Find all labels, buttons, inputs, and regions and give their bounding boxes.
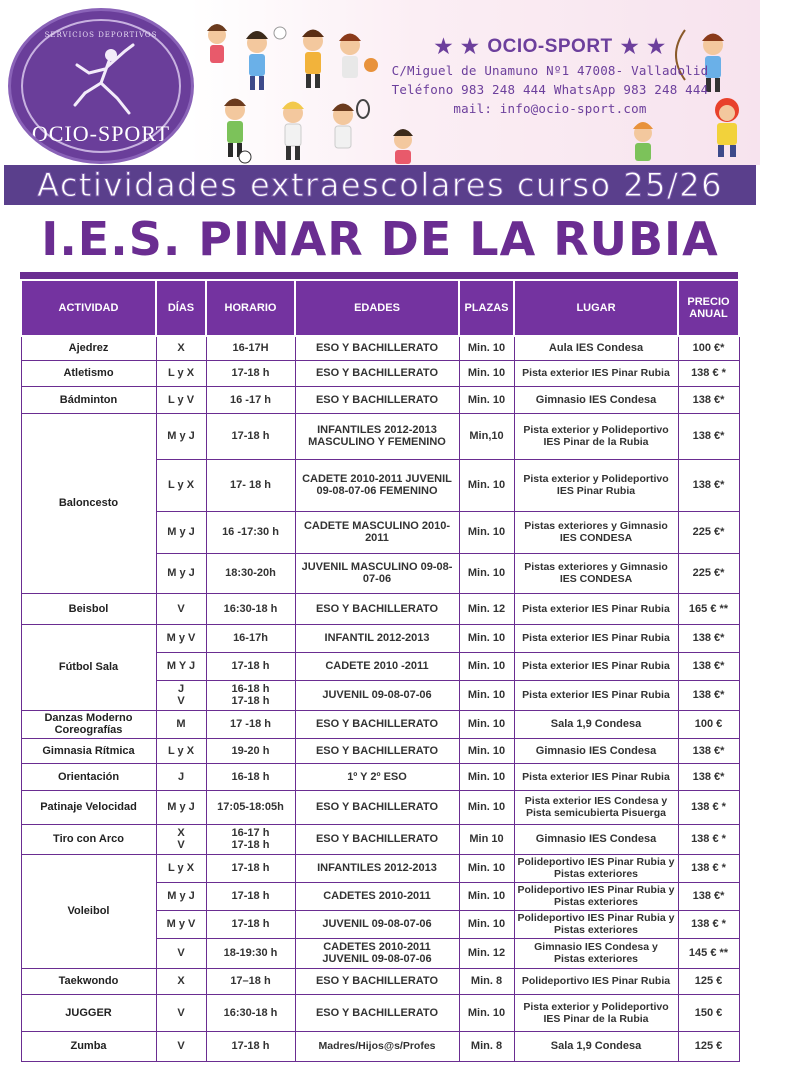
table-row [21,738,739,763]
cell-plazas: Min. 10 [459,910,514,938]
dias-text: J V [177,683,185,707]
logo-name: OCIO-SPORT [31,121,171,146]
brand-name: OCIO-SPORT [487,35,613,57]
cell-lugar: Polideportivo IES Pinar Rubia y Pistas exteriores [514,910,678,938]
cell-plazas: Min. 8 [459,1031,514,1061]
cell-dias: M [156,710,206,738]
cell-edades: Madres/Hijos@s/Profes [295,1031,459,1061]
brand-line [390,34,710,59]
cell-horario: 17- 18 h [206,459,295,511]
cell-horario: 17-18 h [206,1031,295,1061]
cell-horario: 18-19:30 h [206,938,295,968]
cell-lugar: Pista exterior IES Pinar Rubia [514,360,678,386]
table-row [21,593,739,624]
cell-precio: 138 € * [678,824,739,854]
banner-text: Actividades extraescolares curso 25/26 [36,166,723,204]
table-row [21,854,739,882]
cell-edades: ESO Y BACHILLERATO [295,593,459,624]
cell-horario: 16-18 h [206,763,295,790]
cell-precio: 138 €* [678,459,739,511]
cell-lugar: Pista exterior IES Pinar Rubia [514,652,678,680]
cell-plazas: Min. 10 [459,553,514,593]
cell-plazas: Min. 10 [459,511,514,553]
school-title: I.E.S. PINAR DE LA RUBIA [41,212,719,266]
ocio-sport-logo [8,8,194,164]
cell-lugar: Pista exterior IES Pinar Rubia [514,593,678,624]
cell-lugar: Sala 1,9 Condesa [514,710,678,738]
table-row [21,824,739,854]
cell-edades: ESO Y BACHILLERATO [295,386,459,413]
cell-horario: 19-20 h [206,738,295,763]
cell-dias: M y V [156,624,206,652]
cell-plazas: Min. 10 [459,763,514,790]
horario-text: 16-18 h 17-18 h [231,683,270,707]
cell-edades: CADETES 2010-2011 JUVENIL 09-08-07-06 [295,938,459,968]
cell-dias: X [156,968,206,994]
cell-lugar: Pista exterior y Polideportivo IES Pinar de la Rubia [514,994,678,1031]
star-icon: ★ [620,36,640,58]
cell-edades: INFANTILES 2012-2013 MASCULINO Y FEMENINO [295,413,459,459]
cell-actividad: Baloncesto [21,413,156,593]
cell-precio: 125 € [678,968,739,994]
table-top-bar [20,272,738,279]
phone: Teléfono 983 248 444 WhatsApp 983 248 444 [391,82,709,97]
cell-dias: M y J [156,413,206,459]
cell-precio: 145 € ** [678,938,739,968]
cell-edades: INFANTIL 2012-2013 [295,624,459,652]
cell-precio: 125 € [678,1031,739,1061]
cell-lugar: Sala 1,9 Condesa [514,1031,678,1061]
cell-dias: L y X [156,854,206,882]
table-row [21,994,739,1031]
cell-edades: ESO Y BACHILLERATO [295,360,459,386]
cell-dias: J [156,763,206,790]
cell-dias: M y J [156,553,206,593]
cell-horario: 17–18 h [206,968,295,994]
cell-edades: ESO Y BACHILLERATO [295,968,459,994]
cell-horario [206,824,295,854]
cell-precio: 138 €* [678,386,739,413]
cell-lugar: Gimnasio IES Condesa [514,386,678,413]
cell-horario: 16:30-18 h [206,593,295,624]
cell-horario: 17-18 h [206,360,295,386]
col-header-edades: EDADES [295,280,459,336]
logo-arc-text: SERVICIOS DEPORTIVOS [44,31,158,39]
cell-actividad: JUGGER [21,994,156,1031]
cell-edades: JUVENIL 09-08-07-06 [295,910,459,938]
cell-edades: CADETE MASCULINO 2010-2011 [295,511,459,553]
cell-lugar: Gimnasio IES Condesa [514,738,678,763]
cell-precio: 225 €* [678,553,739,593]
star-icon: ★ [647,36,666,58]
cell-dias: M y J [156,790,206,824]
table-row [21,386,739,413]
dias-text: X V [177,827,185,851]
cell-plazas: Min. 10 [459,790,514,824]
cell-precio: 138 € * [678,910,739,938]
cell-lugar: Aula IES Condesa [514,336,678,360]
cell-actividad: Zumba [21,1031,156,1061]
cell-edades: ESO Y BACHILLERATO [295,994,459,1031]
star-icon: ★ [434,36,453,58]
course-banner [4,165,756,205]
cell-dias: V [156,938,206,968]
cell-precio: 138 €* [678,738,739,763]
star-icon: ★ [460,36,480,58]
cell-plazas: Min. 12 [459,593,514,624]
cell-dias: V [156,1031,206,1061]
cell-edades: ESO Y BACHILLERATO [295,710,459,738]
cell-horario: 17-18 h [206,882,295,910]
cell-plazas: Min 10 [459,824,514,854]
cell-lugar: Pista exterior IES Pinar Rubia [514,624,678,652]
cell-actividad: Bádminton [21,386,156,413]
cell-lugar: Gimnasio IES Condesa [514,824,678,854]
cell-lugar: Pista exterior IES Pinar Rubia [514,763,678,790]
cell-dias: L y V [156,386,206,413]
cell-horario: 16-17H [206,336,295,360]
cell-plazas: Min. 10 [459,680,514,710]
cell-plazas: Min. 10 [459,624,514,652]
cell-edades: 1º Y 2º ESO [295,763,459,790]
cell-precio: 138 € * [678,360,739,386]
cell-plazas: Min. 10 [459,360,514,386]
cell-lugar: Pista exterior y Polideportivo IES Pinar Rubia [514,459,678,511]
cell-dias [156,680,206,710]
cell-plazas: Min,10 [459,413,514,459]
cell-actividad: Fútbol Sala [21,624,156,710]
table-row [21,336,739,360]
cell-dias: M y V [156,910,206,938]
table-header-row [21,280,739,336]
cell-edades: JUVENIL MASCULINO 09-08-07-06 [295,553,459,593]
cell-lugar: Pistas exteriores y Gimnasio IES CONDESA [514,511,678,553]
cell-precio: 100 € [678,710,739,738]
header [0,0,760,205]
table-row [21,790,739,824]
col-header-horario: HORARIO [206,280,295,336]
activities-table [20,279,740,1062]
cell-edades: CADETE 2010-2011 JUVENIL 09-08-07-06 FEMENINO [295,459,459,511]
cell-plazas: Min. 12 [459,938,514,968]
cell-dias: X [156,336,206,360]
cell-actividad: Voleibol [21,854,156,968]
cell-horario: 18:30-20h [206,553,295,593]
cell-lugar: Polideportivo IES Pinar Rubia y Pistas exteriores [514,882,678,910]
cell-horario: 17-18 h [206,413,295,459]
cell-precio: 138 € * [678,854,739,882]
cell-edades: ESO Y BACHILLERATO [295,790,459,824]
table-row [21,1031,739,1061]
cell-precio: 138 €* [678,652,739,680]
cell-plazas: Min. 10 [459,652,514,680]
cell-lugar: Pista exterior IES Condesa y Pista semicubierta Pisuerga [514,790,678,824]
cell-actividad: Atletismo [21,360,156,386]
activities-table-wrapper [20,272,738,1062]
cell-plazas: Min. 10 [459,994,514,1031]
cell-horario: 16 -17 h [206,386,295,413]
table-row [21,413,739,459]
col-header-precio: PRECIO ANUAL [678,280,739,336]
cell-precio: 138 €* [678,413,739,459]
cell-horario: 17-18 h [206,652,295,680]
cell-dias: V [156,593,206,624]
cell-actividad: Tiro con Arco [21,824,156,854]
cell-horario: 17-18 h [206,910,295,938]
cell-edades: ESO Y BACHILLERATO [295,336,459,360]
cell-precio: 138 €* [678,763,739,790]
cell-precio: 150 € [678,994,739,1031]
cell-actividad: Ajedrez [21,336,156,360]
cell-precio: 138 € * [678,790,739,824]
runner-figure-icon [59,43,149,123]
cell-precio: 138 €* [678,624,739,652]
cell-actividad: Beisbol [21,593,156,624]
cell-precio: 100 €* [678,336,739,360]
cell-plazas: Min. 8 [459,968,514,994]
cell-lugar: Pista exterior IES Pinar Rubia [514,680,678,710]
cell-actividad: Gimnasia Rítmica [21,738,156,763]
cell-lugar: Pistas exteriores y Gimnasio IES CONDESA [514,553,678,593]
cell-actividad: Orientación [21,763,156,790]
cell-edades: INFANTILES 2012-2013 [295,854,459,882]
cell-precio: 225 €* [678,511,739,553]
cell-horario: 17:05-18:05h [206,790,295,824]
cell-dias [156,824,206,854]
cell-plazas: Min. 10 [459,854,514,882]
table-row [21,360,739,386]
address: C/Miguel de Unamuno Nº1 47008- Valladolid [391,63,709,78]
cell-horario: 17-18 h [206,854,295,882]
cell-plazas: Min. 10 [459,738,514,763]
cell-actividad: Patinaje Velocidad [21,790,156,824]
cell-precio: 165 € ** [678,593,739,624]
cell-dias: L y X [156,360,206,386]
cell-horario [206,680,295,710]
cell-plazas: Min. 10 [459,710,514,738]
cell-dias: M Y J [156,652,206,680]
horario-text: 16-17 h 17-18 h [231,827,270,851]
email: mail: info@ocio-sport.com [453,101,647,116]
cell-edades: CADETES 2010-2011 [295,882,459,910]
cell-dias: L y X [156,738,206,763]
cell-horario: 16:30-18 h [206,994,295,1031]
cell-plazas: Min. 10 [459,459,514,511]
cell-actividad: Danzas Moderno Coreografías [21,710,156,738]
table-row [21,624,739,652]
cell-plazas: Min. 10 [459,386,514,413]
col-header-plazas: PLAZAS [459,280,514,336]
cell-edades: CADETE 2010 -2011 [295,652,459,680]
cell-plazas: Min. 10 [459,882,514,910]
contact-block [390,34,710,116]
cell-edades: ESO Y BACHILLERATO [295,824,459,854]
cell-dias: L y X [156,459,206,511]
cell-dias: M y J [156,882,206,910]
cell-plazas: Min. 10 [459,336,514,360]
table-row [21,763,739,790]
cell-lugar: Polideportivo IES Pinar Rubia y Pistas exteriores [514,854,678,882]
cell-lugar: Polideportivo IES Pinar Rubia [514,968,678,994]
cell-horario: 16 -17:30 h [206,511,295,553]
cell-dias: M y J [156,511,206,553]
cell-edades: ESO Y BACHILLERATO [295,738,459,763]
cell-precio: 138 €* [678,882,739,910]
cell-actividad: Taekwondo [21,968,156,994]
cell-dias: V [156,994,206,1031]
cell-lugar: Pista exterior y Polideportivo IES Pinar de la Rubia [514,413,678,459]
cell-precio: 138 €* [678,680,739,710]
cell-edades: JUVENIL 09-08-07-06 [295,680,459,710]
col-header-dias: DÍAS [156,280,206,336]
cell-lugar: Gimnasio IES Condesa y Pistas exteriores [514,938,678,968]
table-row [21,968,739,994]
cell-horario: 16-17h [206,624,295,652]
table-row [21,710,739,738]
col-header-lugar: LUGAR [514,280,678,336]
cell-horario: 17 -18 h [206,710,295,738]
col-header-actividad: ACTIVIDAD [21,280,156,336]
